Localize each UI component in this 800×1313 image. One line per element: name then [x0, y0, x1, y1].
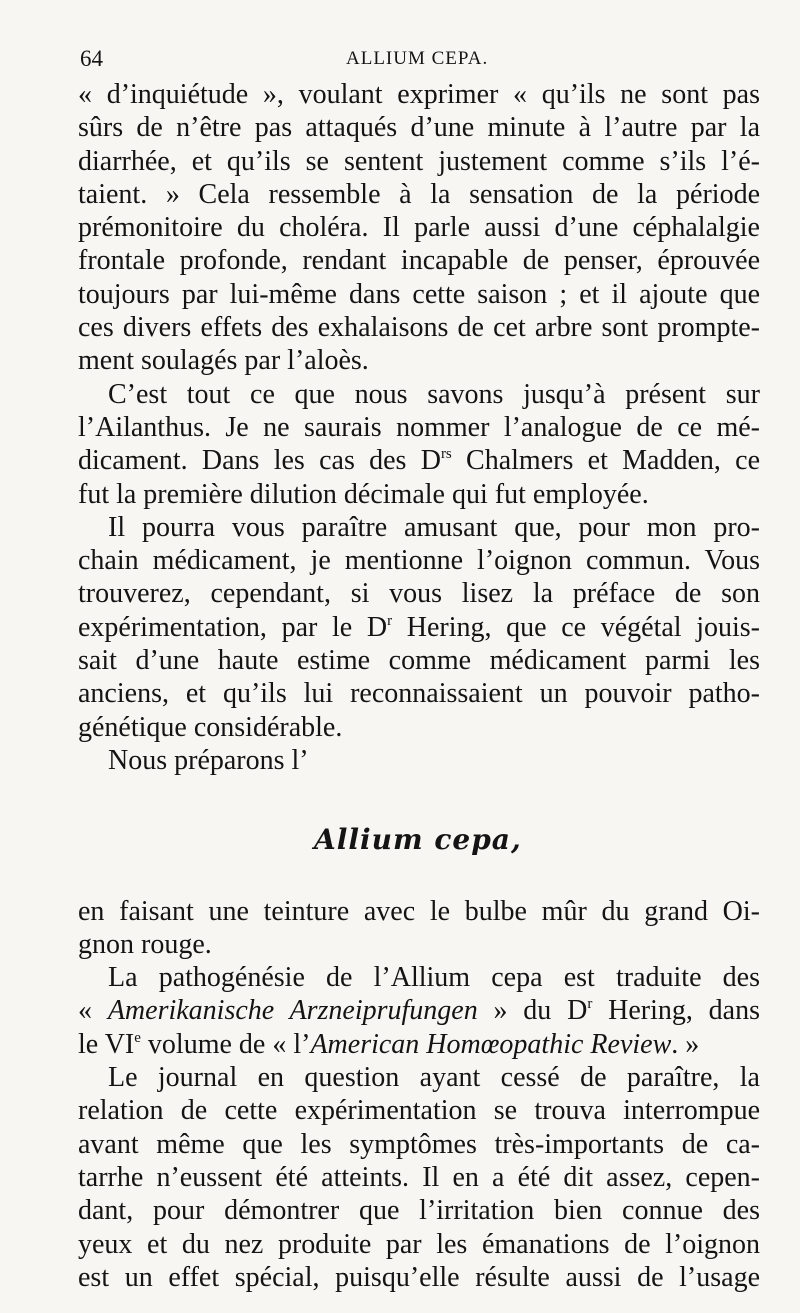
superscript: r — [587, 996, 593, 1013]
text-line: sûrs de n’être pas attaqués d’une minute à l’autre par la — [78, 112, 760, 144]
body-text — [78, 78, 760, 1294]
page-header — [78, 42, 760, 78]
running-head: ALLIUM CEPA. — [346, 48, 489, 69]
text-line: en faisant une teinture avec le bulbe mûr du grand Oi- — [78, 895, 760, 927]
text-line: génétique considérable. — [78, 711, 343, 743]
text-line: fut la première dilution décimale qui fut employée. — [78, 478, 649, 510]
text-line — [78, 611, 760, 644]
text-line: La pathogénésie de l’Allium cepa est traduite des — [108, 962, 760, 994]
text-line: tarrhe n’eussent été atteints. Il en a été dit assez, cepen- — [78, 1161, 760, 1193]
text-line: avant même que les symptômes très-importants de ca- — [78, 1128, 760, 1160]
text-fragment: « — [78, 995, 108, 1027]
text-fragment: le VI — [78, 1028, 135, 1060]
text-line: C’est tout ce que nous savons jusqu’à présent sur — [108, 378, 760, 410]
text-fragment: » du D — [477, 995, 588, 1027]
text-line: chain médicament, je mentionne l’oignon commun. Vous — [78, 545, 760, 577]
text-line: Le journal en question ayant cessé de paraître, la — [108, 1062, 760, 1094]
text-line — [78, 994, 760, 1027]
text-line — [78, 1028, 760, 1061]
text-line: diarrhée, et qu’ils se sentent justement comme s’ils l’é- — [78, 145, 760, 177]
text-line: est un effet spécial, puisqu’elle résulte aussi de l’usage — [78, 1261, 760, 1293]
superscript: e — [134, 1029, 141, 1046]
paragraph-oignon — [78, 511, 760, 744]
text-line: gnon rouge. — [78, 928, 212, 960]
text-fragment: Chalmers et Madden, ce — [451, 445, 760, 477]
text-fragment: Hering, que ce végétal jouis- — [392, 611, 760, 643]
paragraph-continuation — [78, 78, 760, 378]
text-line: dant, pour démontrer que l’irritation bien connue des — [78, 1195, 760, 1227]
text-line — [78, 444, 760, 477]
text-line: trouverez, cependant, si vous lisez la préface de son — [78, 578, 760, 610]
text-line: sait d’une haute estime comme médicament parmi les — [78, 645, 760, 677]
superscript: rs — [440, 446, 452, 463]
text-fragment: dicament. Dans les cas des D — [78, 445, 441, 477]
text-fragment: expérimentation, par le D — [78, 611, 388, 643]
italic-title: American Homœopathic Review — [310, 1028, 672, 1060]
paragraph-pathogenesie — [78, 961, 760, 1061]
paragraph-preparons — [78, 744, 760, 777]
text-fragment: volume de « l’ — [140, 1028, 311, 1060]
page-number: 64 — [80, 46, 103, 71]
text-line: anciens, et qu’ils lui reconnaissaient un pouvoir patho- — [78, 678, 760, 710]
paragraph-teinture — [78, 895, 760, 962]
italic-title: Amerikanische Arzneiprufungen — [107, 995, 478, 1027]
text-line: ces divers effets des exhalaisons de cet arbre sont prompte- — [78, 312, 760, 344]
section-heading: Allium cepa, — [314, 823, 522, 857]
text-fragment: Hering, dans — [592, 995, 761, 1027]
text-line: « d’inquiétude », voulant exprimer « qu’ils ne sont pas — [78, 79, 760, 110]
text-line: relation de cette expérimentation se trouva interrompue — [78, 1095, 760, 1127]
paragraph-journal — [78, 1061, 760, 1294]
text-line: taient. » Cela ressemble à la sensation de la période — [78, 178, 760, 210]
text-line: Nous préparons l’ — [108, 744, 309, 776]
paragraph-ailanthus — [78, 378, 760, 511]
text-line: toujours par lui-même dans cette saison ; et il ajoute que — [78, 278, 760, 310]
text-line: frontale profonde, rendant incapable de penser, éprouvée — [78, 245, 760, 277]
text-line: l’Ailanthus. Je ne saurais nommer l’analogue de ce mé- — [78, 411, 760, 443]
text-fragment: . » — [671, 1028, 700, 1060]
text-line: Il pourra vous paraître amusant que, pour mon pro- — [108, 511, 760, 543]
text-line: yeux et du nez produite par les émanations de l’oignon — [78, 1228, 760, 1260]
superscript: r — [387, 612, 393, 629]
text-line: prémonitoire du choléra. Il parle aussi d’une céphalalgie — [78, 212, 760, 244]
text-line: ment soulagés par l’aloès. — [78, 345, 369, 377]
